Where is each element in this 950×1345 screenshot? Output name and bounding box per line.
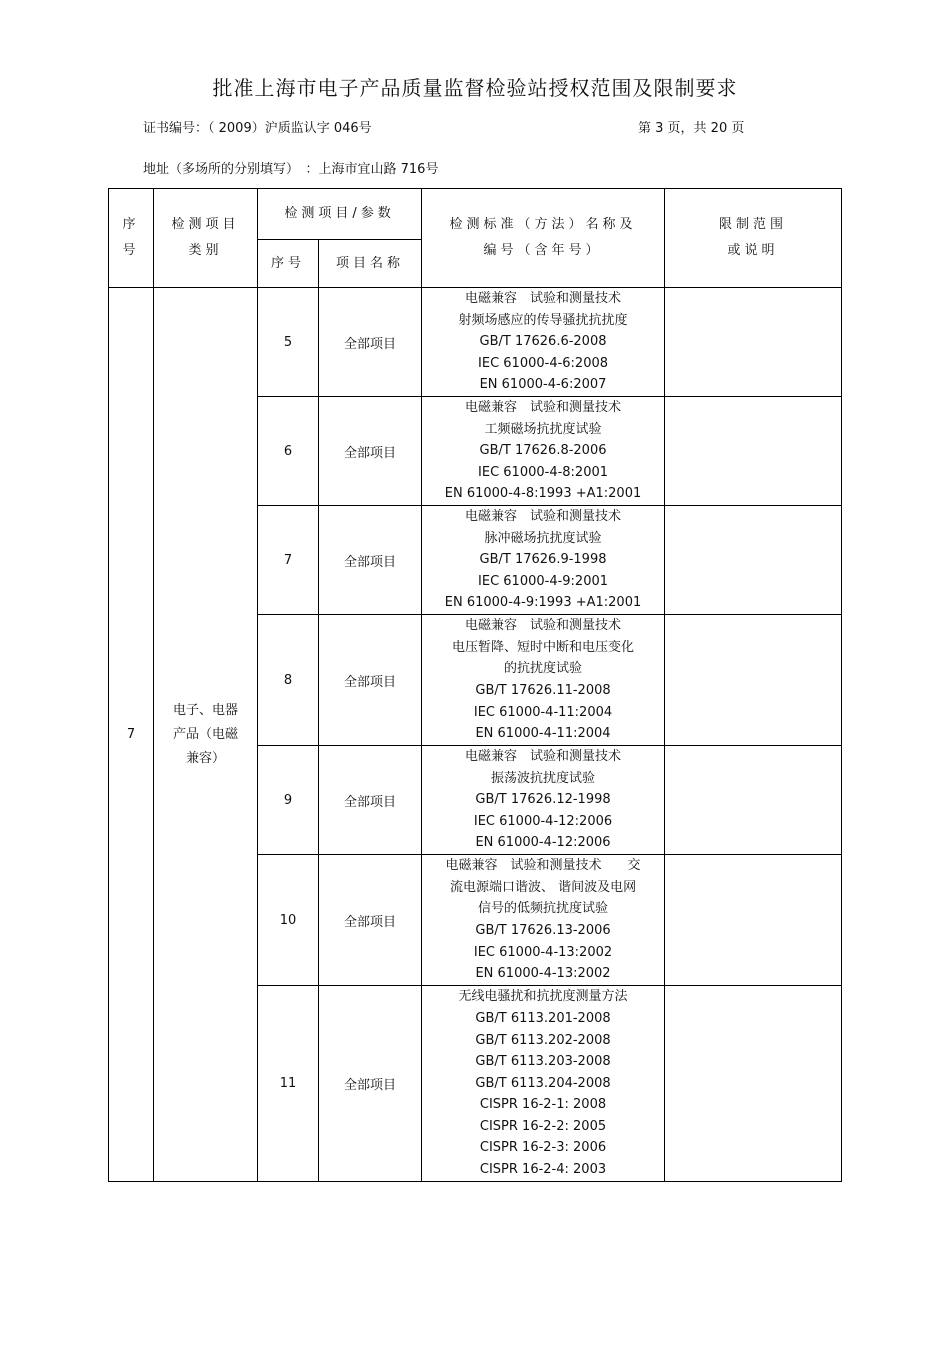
- certificate-number: 证书编号：（ 2009）沪质监认字 046号: [143, 121, 372, 136]
- item-limit: [665, 746, 842, 855]
- item-limit: [665, 506, 842, 615]
- header-seq: 序 号: [109, 189, 154, 288]
- item-name: 全部项目: [319, 506, 422, 615]
- item-name: 全部项目: [319, 615, 422, 746]
- header-standard: 检测标准（方法）名称及 编号（含年号）: [422, 189, 665, 288]
- item-seq: 7: [258, 506, 319, 615]
- item-standard: 电磁兼容 试验和测量技术 射频场感应的传导骚扰抗扰度 GB/T 17626.6-2008 IEC 61000-4-6:2008 EN 61000-4-6:2007: [422, 288, 665, 397]
- item-name: 全部项目: [319, 986, 422, 1182]
- group-category: 电子、电器 产品（电磁 兼容）: [154, 288, 258, 1182]
- authorization-table: [108, 188, 842, 1182]
- item-limit: [665, 986, 842, 1182]
- page-info: 第 3 页，共 20 页: [638, 121, 745, 136]
- item-standard: 电磁兼容 试验和测量技术 电压暂降、短时中断和电压变化 的抗扰度试验 GB/T 17626.11-2008 IEC 61000-4-11:2004 EN 61000-4-11:2004: [422, 615, 665, 746]
- item-seq: 9: [258, 746, 319, 855]
- item-standard: 电磁兼容 试验和测量技术 振荡波抗扰度试验 GB/T 17626.12-1998 IEC 61000-4-12:2006 EN 61000-4-12:2006: [422, 746, 665, 855]
- header-item-group: 检测项目/参数: [258, 189, 422, 240]
- header-item-seq: 序号: [258, 240, 319, 288]
- header-item-name: 项目名称: [319, 240, 422, 288]
- item-limit: [665, 855, 842, 986]
- item-limit: [665, 397, 842, 506]
- item-limit: [665, 615, 842, 746]
- item-seq: 10: [258, 855, 319, 986]
- item-seq: 5: [258, 288, 319, 397]
- address: 地址（多场所的分别填写） ：上海市宜山路 716号: [143, 162, 439, 177]
- group-seq: 7: [109, 288, 154, 1182]
- item-seq: 11: [258, 986, 319, 1182]
- item-name: 全部项目: [319, 288, 422, 397]
- item-limit: [665, 288, 842, 397]
- item-standard: 电磁兼容 试验和测量技术 脉冲磁场抗扰度试验 GB/T 17626.9-1998 IEC 61000-4-9:2001 EN 61000-4-9:1993 +A1:2001: [422, 506, 665, 615]
- header-category: 检测项目 类别: [154, 189, 258, 288]
- table-row: [109, 288, 842, 397]
- item-name: 全部项目: [319, 746, 422, 855]
- page-title: 批准上海市电子产品质量监督检验站授权范围及限制要求: [212, 76, 738, 100]
- item-name: 全部项目: [319, 855, 422, 986]
- header-limit: 限制范围 或说明: [665, 189, 842, 288]
- item-seq: 8: [258, 615, 319, 746]
- item-standard: 电磁兼容 试验和测量技术 工频磁场抗扰度试验 GB/T 17626.8-2006 IEC 61000-4-8:2001 EN 61000-4-8:1993 +A1:2001: [422, 397, 665, 506]
- item-standard: 无线电骚扰和抗扰度测量方法 GB/T 6113.201-2008 GB/T 6113.202-2008 GB/T 6113.203-2008 GB/T 6113.204-2008 CISPR 16-2-1: 2008 CISPR 16-2-2: 2005 CISPR 16-2-3: 2006 CISPR 16-2-4: 2003: [422, 986, 665, 1182]
- item-standard: 电磁兼容 试验和测量技术 交 流电源端口谐波、 谐间波及电网 信号的低频抗扰度试验 GB/T 17626.13-2006 IEC 61000-4-13:2002 EN 61000-4-13:2002: [422, 855, 665, 986]
- item-name: 全部项目: [319, 397, 422, 506]
- item-seq: 6: [258, 397, 319, 506]
